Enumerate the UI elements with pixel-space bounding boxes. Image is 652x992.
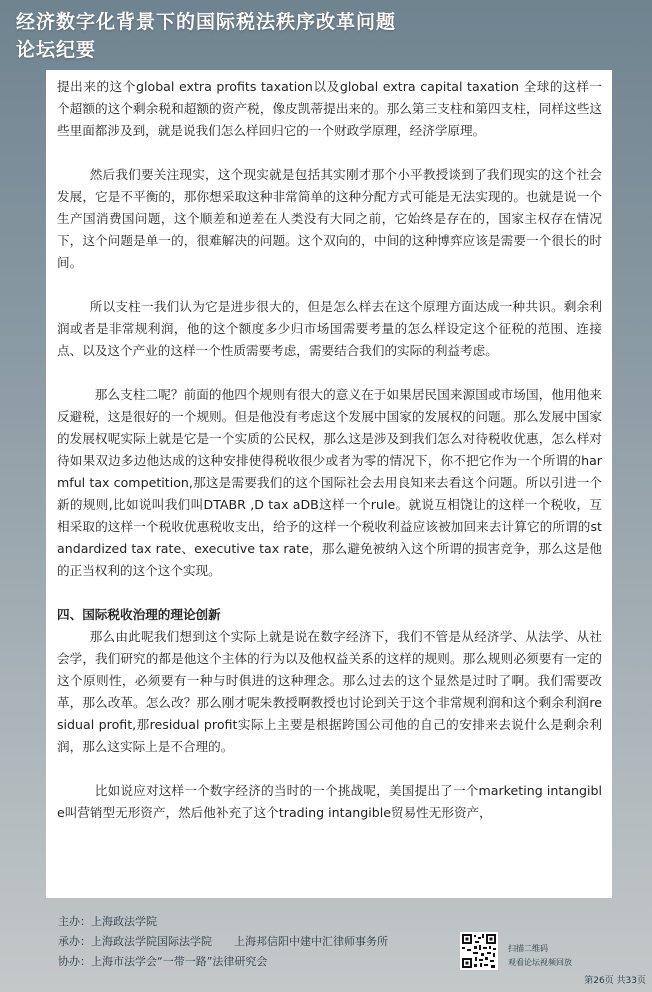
paragraph-2: 然后我们要关注现实，这个现实就是包括其实刚才那个小平教授谈到了我们现实的这个社会发展，它是不平衡的，那你想采取这种非常简单的这种分配方式可能是无法实现的。也就是说一个生产国消费国问题，这个顺差和逆差在人类没有大同之前，它始终是存在的，国家主权存在情况下，这个问题是单一的，很难解决的问题。这个双向的，中间的这种博弈应该是需要一个很长的时间。 <box>57 167 602 270</box>
footer-host: 主办：上海政法学院 <box>58 915 157 928</box>
paragraph-3: 所以支柱一我们认为它是进步很大的，但是怎么样去在这个原理方面达成一种共识。剩余利润或者是非常规利润，他的这个额度多少归市场国需要考量的怎么样设定这个征税的范围、连接点、以及这个产业的这样一个性质需要考虑，需要结合我们的实际的利益考虑。 <box>57 299 602 358</box>
page-number: 第26页 共33页 <box>584 976 646 986</box>
qr-caption: 扫描二维码 观看论坛视频回放 <box>508 944 572 967</box>
section-heading: 四、国际税收治理的理论创新 <box>57 607 221 622</box>
footer-co-organizer: 协办：上海市法学会“一带一路”法律研究会 <box>58 955 268 968</box>
paragraph-1: 提出来的这个global extra profits taxation以及global extra capital taxation 全球的这样一个超额的这个剩余税和超额的资产税，像皮凯蒂提出来的。那么第三支柱和第四支柱，同样这些这些里面都涉及到，就是说我们怎么样回归它的一个财政学原理，经济学原理。 <box>57 79 602 138</box>
document-title <box>16 8 396 64</box>
title-line-1: 经济数字化背景下的国际税法秩序改革问题 <box>16 11 397 33</box>
paragraph-5: 那么由此呢我们想到这个实际上就是说在数字经济下，我们不管是从经济学、从法学、从社会学，我们研究的都是他这个主体的行为以及他权益关系的这样的规则。那么规则必须要有一定的这个原则性，必须要有一种与时俱进的这种理念。那么过去的这个显然是过时了啊。我们需要改革，那么改革。怎么改？那么刚才呢朱教授啊教授也讨论到关于这个非常规利润和这个剩余利润residual profit,那residual profit实际上主要是根据跨国公司他的自己的安排来去说什么是剩余利润，那么这实际上是不合理的。 <box>57 629 602 754</box>
qr-code-icon[interactable] <box>460 932 498 970</box>
footer-info <box>58 912 498 972</box>
title-line-2: 论坛纪要 <box>16 39 97 61</box>
document-page <box>46 70 612 898</box>
paragraph-4: 那么支柱二呢？前面的他四个规则有很大的意义在于如果居民国来源国或市场国，他用他来反避税，这是很好的一个规则。但是他没有考虑这个发展中国家的发展权的问题。那么发展中国家的发展权呢实际上就是它是一个实质的公民权，那么这是涉及到我们怎么对待税收优惠，怎么样对待如果双边多边他达成的这种安排使得税收很少或者为零的情况下，你不把它作为一个所谓的harmful tax competition,那这是需要我们的这个国际社会去用良知来去看这个问题。所以引进一个新的规则,比如说叫我们叫DTABR ,D tax aDB这样一个rule。就说互相饶让的这样一个税收，互相采取的这样一个税收优惠税收支出，给予的这样一个税收利益应该被加回来去计算它的所谓的standardized tax rate、executive tax rate，那么避免被纳入这个所谓的损害竞争，那么这是他的正当权利的这个这个实现。 <box>57 387 602 578</box>
paragraph-6: 比如说应对这样一个数字经济的当时的一个挑战呢，美国提出了一个marketing intangible叫营销型无形资产，然后他补充了这个trading intangible贸易性无形资产， <box>57 783 602 820</box>
footer-organizer: 承办：上海政法学院国际法学院 上海邦信阳中建中汇律师事务所 <box>58 935 388 948</box>
